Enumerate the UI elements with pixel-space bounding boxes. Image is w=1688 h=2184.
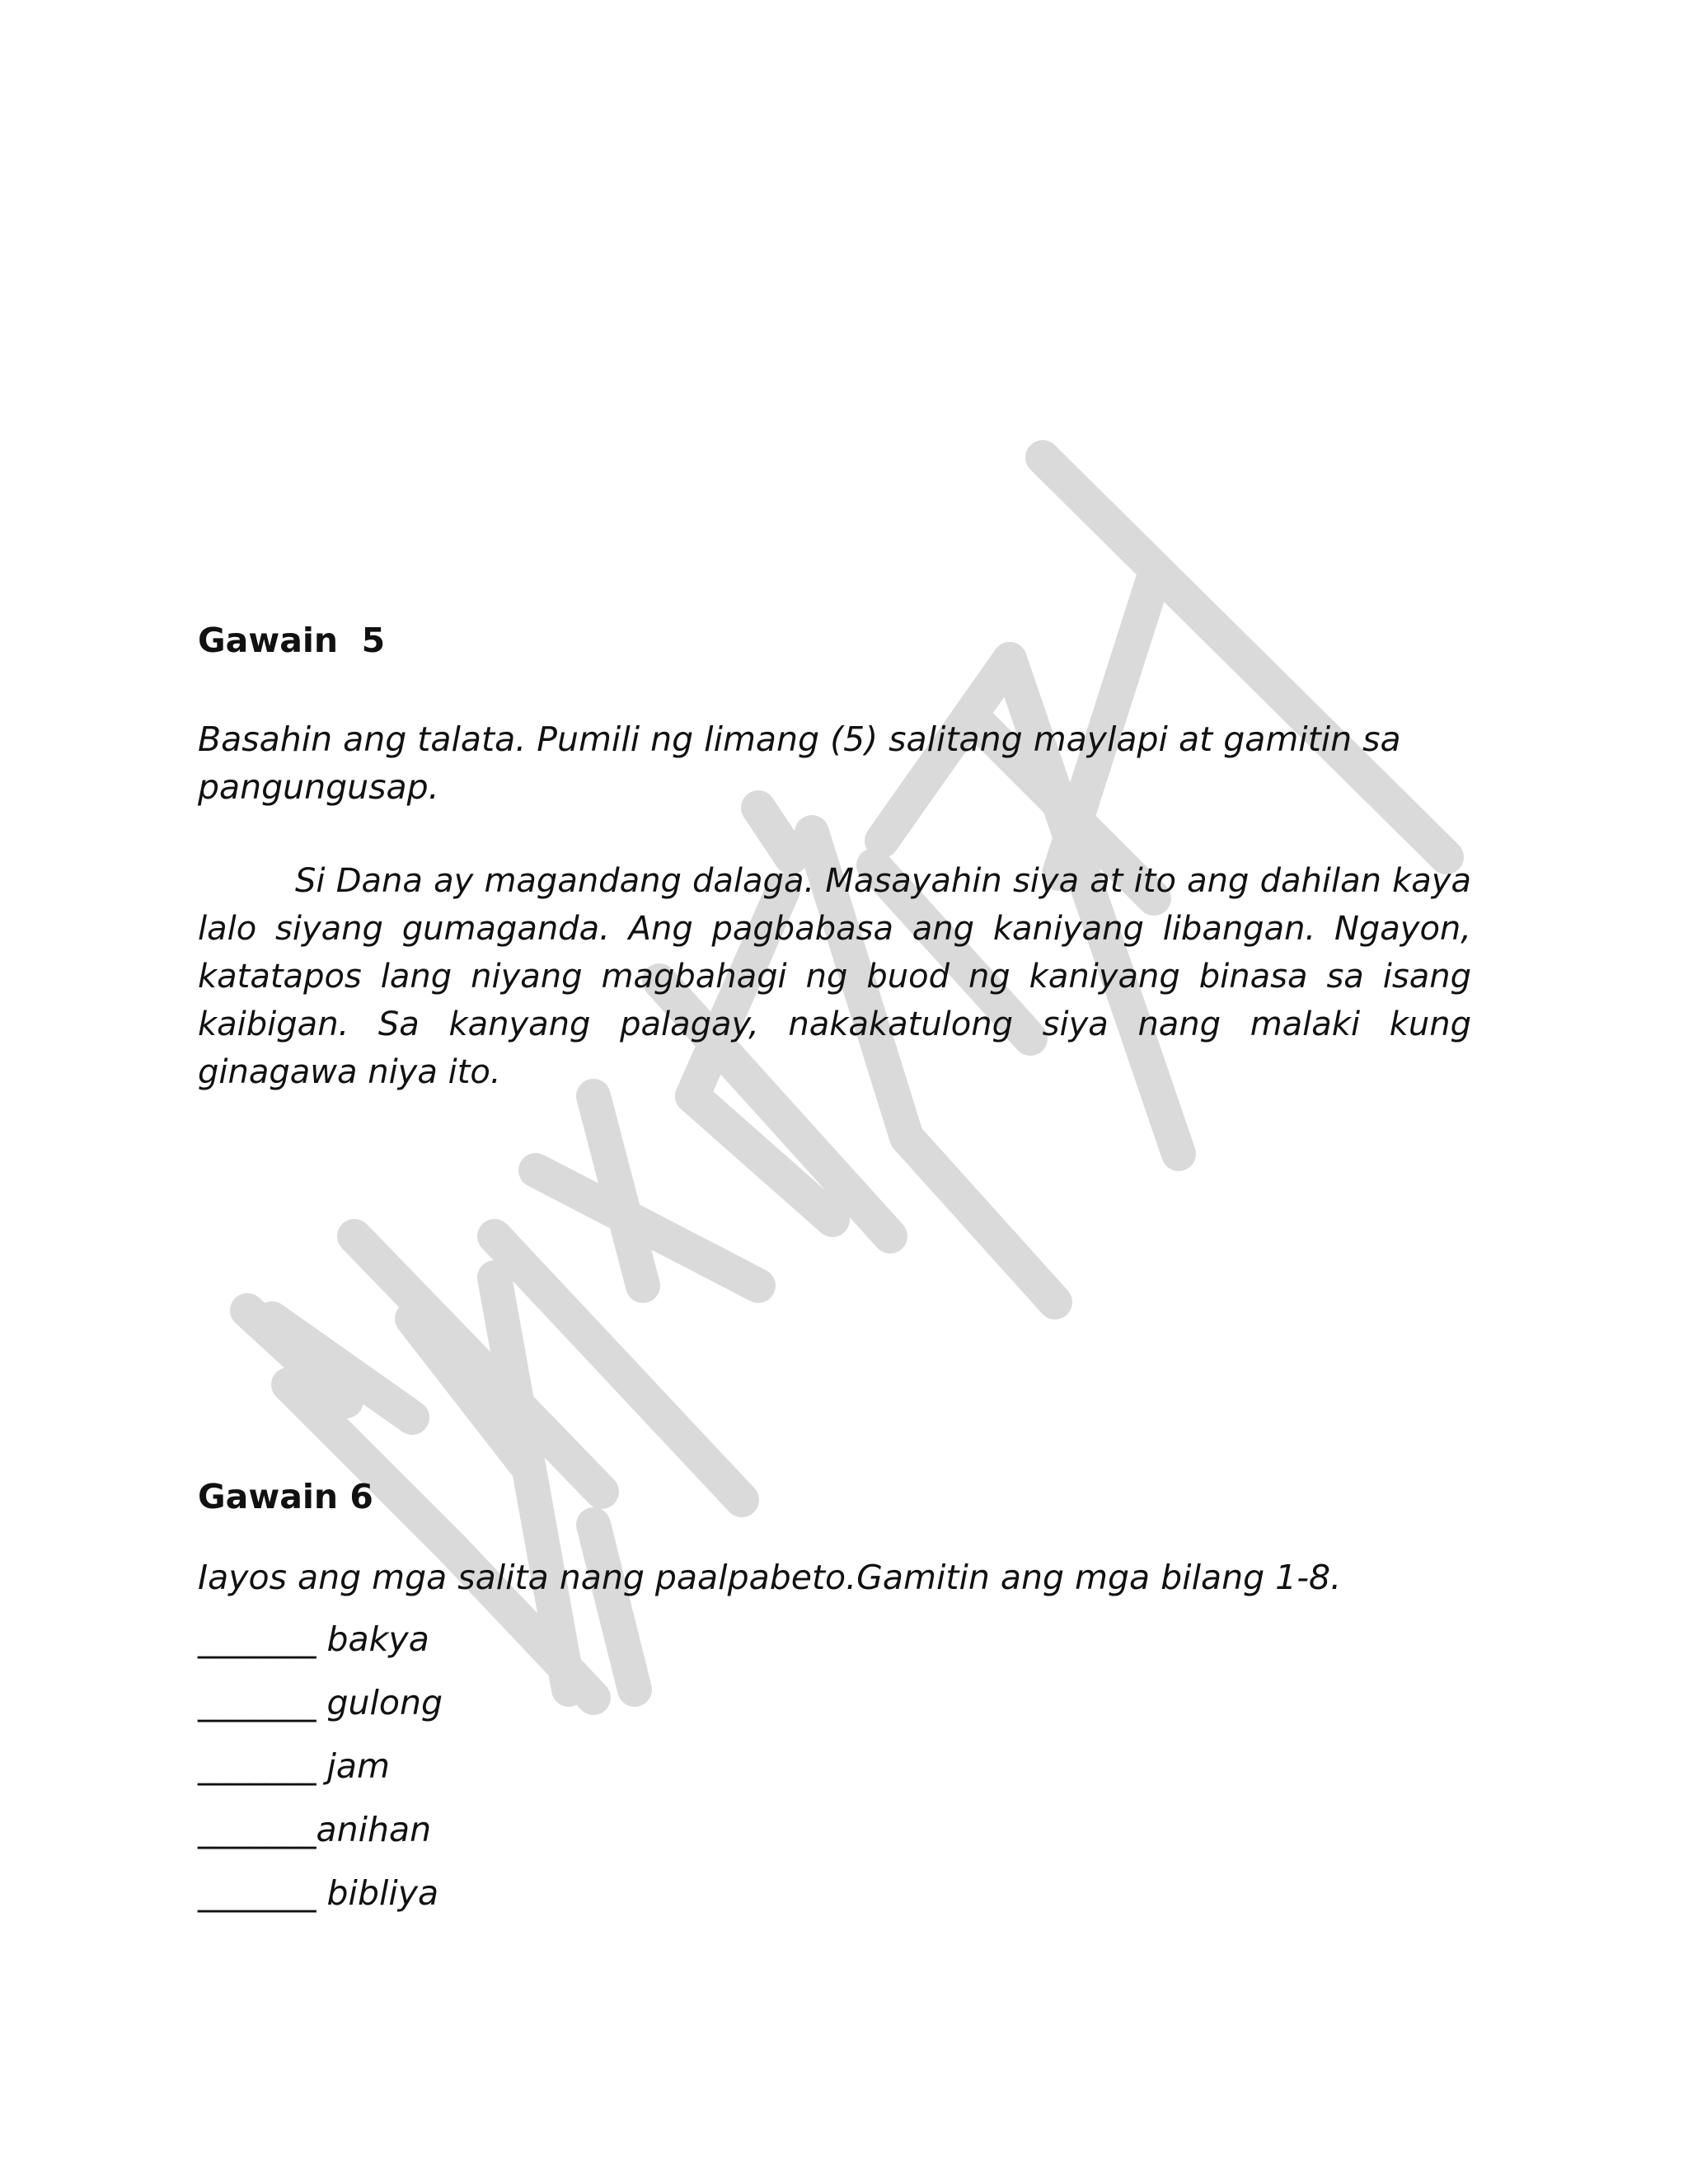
gawain-6-title: Gawain 6 — [198, 1477, 373, 1516]
word-list — [198, 1615, 443, 1933]
gawain-5-instruction: Basahin ang talata. Pumili ng limang (5) salitang maylapi at gamitin sa pangungusap. — [198, 719, 1401, 807]
list-item: _______ jam — [198, 1746, 390, 1786]
list-item: _______ bakya — [198, 1619, 429, 1659]
list-item: _______anihan — [198, 1810, 432, 1849]
gawain-6-instruction: Iayos ang mga salita nang paalpabeto.Gamitin ang mga bilang 1-8. — [198, 1558, 1342, 1597]
gawain-5-paragraph: Si Dana ay magandang dalaga. Masayahin siya at ito ang dahilan kaya lalo siyang gumaganda. Ang pagbabasa ang kaniyang libangan. Ngayon, katatapos lang niyang magbahagi ng buod ng kaniyang binasa sa isang kaibigan. Sa kanyang palagay, nakakatulong siya nang malaki kung ginagawa niya ito. — [198, 862, 1471, 1091]
list-item: _______ bibliya — [198, 1873, 439, 1913]
gawain-5-title: Gawain 5 — [198, 621, 386, 660]
list-item: _______ gulong — [198, 1683, 443, 1722]
